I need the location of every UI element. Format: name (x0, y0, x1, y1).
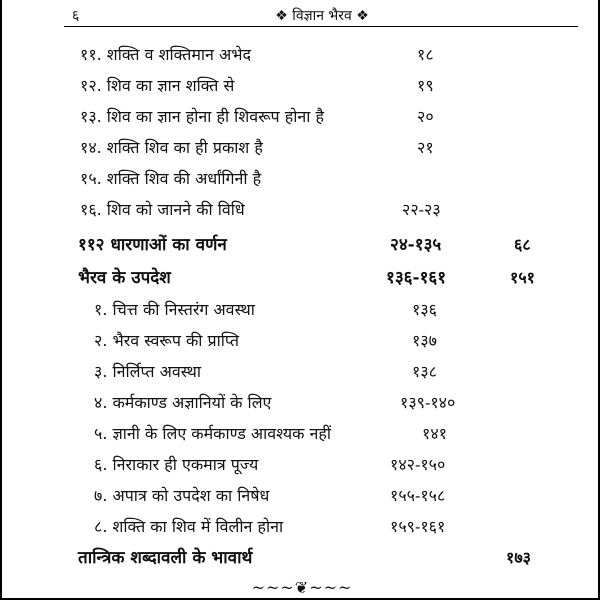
entry-pages: १३७ (412, 331, 437, 350)
toc-section-heading (2, 543, 600, 573)
entry-label: ४. कर्मकाण्ड अज्ञानियों के लिए (94, 393, 272, 412)
section-total: १५१ (510, 268, 535, 287)
toc-entry (2, 40, 600, 70)
entry-label: १३. शिव का ज्ञान होना ही शिवरूप होना है (80, 107, 324, 126)
entry-label: ११. शक्ति व शक्तिमान अभेद (80, 45, 251, 64)
section-total: ६८ (514, 235, 531, 254)
entry-label: ७. अपात्र को उपदेश का निषेध (94, 486, 270, 505)
entry-label: २. भैरव स्वरूप की प्राप्ति (94, 331, 239, 350)
entry-pages: १८ (417, 45, 434, 64)
section-total: १७३ (506, 548, 531, 567)
toc-section-heading (2, 263, 600, 293)
entry-pages: १९ (417, 76, 434, 95)
section-title: ११२ धारणाओं का वर्णन (78, 235, 227, 255)
entry-label: १५. शक्ति शिव की अर्धांगिनी है (80, 169, 262, 188)
header-rule (64, 26, 578, 27)
section-title: तान्त्रिक शब्दावली के भावार्थ (78, 548, 253, 568)
toc-entry (2, 295, 600, 325)
toc-section-heading (2, 230, 600, 260)
entry-label: ५. ज्ञानी के लिए कर्मकाण्ड आवश्यक नहीं (94, 424, 332, 443)
section-title: भैरव के उपदेश (78, 268, 171, 288)
entry-label: १४. शक्ति शिव का ही प्रकाश है (80, 138, 263, 157)
toc-entry (2, 195, 600, 225)
entry-pages: १४१ (422, 424, 447, 443)
entry-pages: १५५-१५८ (390, 486, 446, 505)
toc-entry (2, 450, 600, 480)
toc-entry (2, 326, 600, 356)
entry-label: १२. शिव का ज्ञान शक्ति से (80, 76, 235, 95)
toc-entry (2, 164, 600, 194)
entry-label: ८. शक्ति का शिव में विलीन होना (94, 517, 284, 536)
entry-pages: १३८ (412, 362, 437, 381)
entry-pages: २२-२३ (402, 200, 441, 219)
entry-pages: १३६ (412, 300, 437, 319)
toc-entry (2, 133, 600, 163)
entry-label: ६. निराकार ही एकमात्र पूज्य (94, 455, 259, 474)
section-pages: १३६-१६१ (386, 268, 447, 288)
entry-label: ३. निर्लिप्त अवस्था (94, 362, 202, 381)
toc-entry (2, 512, 600, 542)
toc-entry (2, 71, 600, 101)
section-pages: २४-१३५ (390, 235, 442, 255)
entry-pages: १४२-१५० (390, 455, 446, 474)
entry-pages: २१ (417, 138, 434, 157)
toc-entry (2, 388, 600, 418)
toc-entry (2, 419, 600, 449)
page-number: ६ (72, 8, 80, 24)
entry-pages: १५९-१६१ (390, 517, 446, 536)
entry-label: १. चित्त की निस्तरंग अवस्था (94, 300, 255, 319)
ornament-divider: ~~~❦~~~ (251, 578, 353, 597)
toc-entry (2, 102, 600, 132)
entry-pages: १३९-१४० (400, 393, 456, 412)
toc-entry (2, 481, 600, 511)
entry-pages: २० (417, 107, 434, 126)
entry-label: १६. शिव को जानने की विधि (80, 200, 245, 219)
running-header: ❖ विज्ञान भैरव ❖ (275, 8, 369, 24)
toc-entry (2, 357, 600, 387)
